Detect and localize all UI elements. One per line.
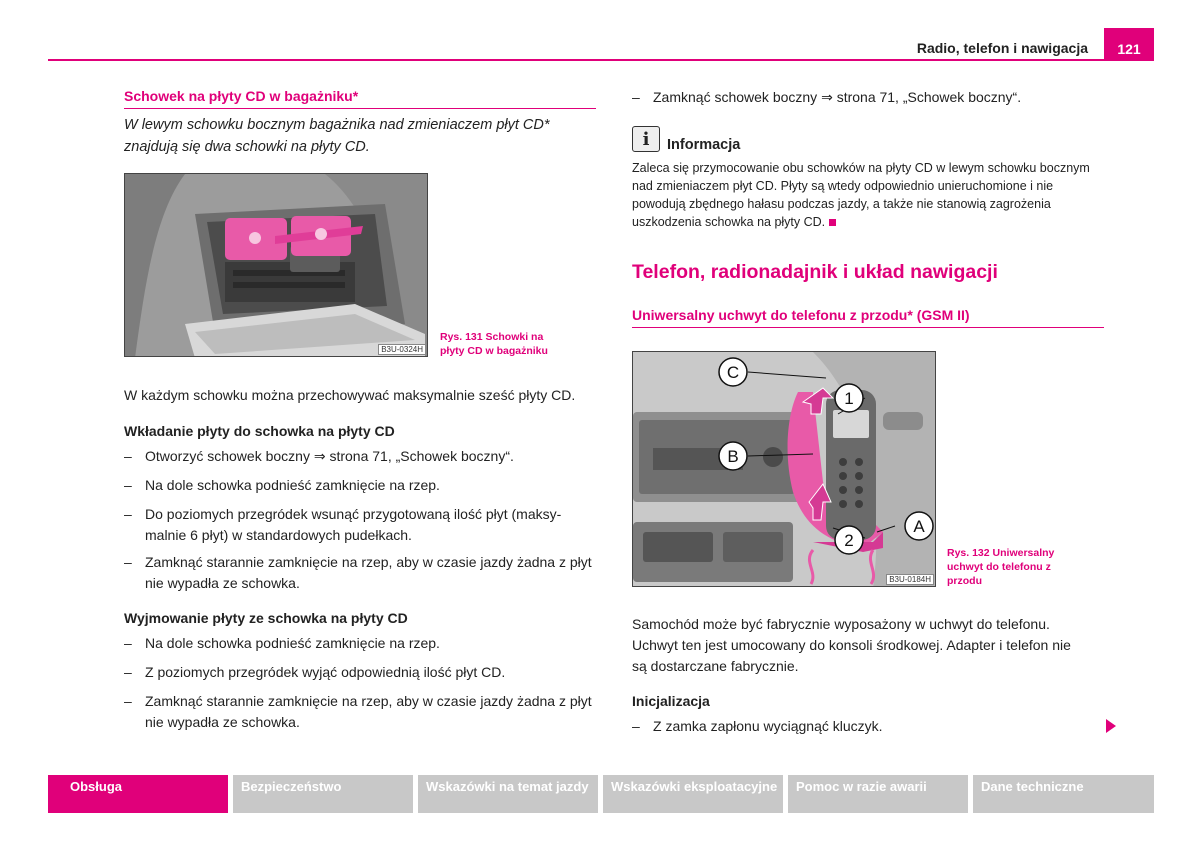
section-title-phone-holder: Uniwersalny uchwyt do telefonu z przodu* (GSM II) (632, 307, 970, 323)
running-header: Radio, telefon i nawigacja (916, 40, 1088, 56)
figure-caption-line: Rys. 132 Uniwersalny (947, 547, 1055, 559)
figure-caption-line: Rys. 131 Schowki na (440, 331, 544, 343)
remove-step (124, 662, 505, 683)
phone-holder-description (632, 614, 1107, 677)
callout-label-a: A (913, 517, 925, 536)
step-text: Z zamka zapłonu wyciągnąć kluczyk. (653, 718, 883, 734)
figure-cd-storage-illustration (124, 173, 428, 357)
info-icon: i (632, 126, 660, 152)
insert-step (124, 504, 561, 546)
section-rule (124, 108, 596, 109)
insert-step (124, 552, 592, 594)
step-text: Z poziomych przegródek wyjąć odpowiednią ilość płyt CD. (145, 664, 506, 680)
figure-caption (440, 330, 548, 358)
chapter-title: Telefon, radionadajnik i układ nawigacji (632, 261, 998, 283)
step-text: malnie 6 płyt) w standardowych pudełkach. (145, 527, 412, 543)
tab-obsluga[interactable]: Obsługa (48, 775, 228, 813)
step-text: Na dole schowka podnieść zamknięcie na rzep. (145, 635, 440, 651)
info-line: Zaleca się przymocowanie obu schowków na płyty CD w lewym schowku bocznym (632, 161, 1090, 175)
step-text: nie wypadła ze schowka. (145, 714, 300, 730)
next-page-arrow-icon[interactable] (1106, 719, 1116, 733)
section-title-cd-storage: Schowek na płyty CD w bagażniku* (124, 88, 359, 104)
init-heading: Inicjalizacja (632, 693, 710, 709)
figure-caption-line: płyty CD w bagażniku (440, 345, 548, 357)
remove-heading: Wyjmowanie płyty ze schowka na płyty CD (124, 610, 408, 626)
info-text (632, 159, 1112, 231)
step-text: Zamknąć starannie zamknięcie na rzep, aby w czasie jazdy żadna z płyt (145, 693, 592, 709)
step-text: nie wypadła ze schowka. (145, 575, 300, 591)
step-text: Otworzyć schowek boczny ⇒ strona 71, „Schowek boczny“. (145, 448, 514, 464)
tab-pomoc-awarii[interactable]: Pomoc w razie awarii (788, 775, 968, 813)
init-step (632, 716, 883, 737)
tab-dane-techniczne[interactable]: Dane techniczne (973, 775, 1154, 813)
info-line-text: uszkodzenia schowka na płyty CD. (632, 215, 826, 229)
figure-caption-line: uchwyt do telefonu z (947, 561, 1051, 573)
phone-holder-illustration (633, 352, 936, 587)
figure-code: B3U-0324H (378, 344, 426, 355)
close-step (632, 87, 1021, 108)
remove-step (124, 691, 592, 733)
bullet-dash: – (124, 506, 132, 522)
figure-phone-holder-illustration (632, 351, 936, 587)
description-line: Uchwyt ten jest umocowany do konsoli środkowej. Adapter i telefon nie (632, 637, 1071, 653)
bullet-dash: – (124, 477, 132, 493)
step-text: Zamknąć schowek boczny ⇒ strona 71, „Schowek boczny“. (653, 89, 1022, 105)
bullet-dash: – (124, 448, 132, 464)
section-rule (632, 327, 1104, 328)
header-rule (48, 59, 1154, 61)
figure-code: B3U-0184H (886, 574, 934, 585)
intro-text: W lewym schowku bocznym bagażnika nad zmieniaczem płyt CD* znajdują się dwa schowki na płyty CD. (124, 117, 550, 155)
page-number: 121 (1104, 28, 1154, 61)
bullet-dash: – (632, 718, 640, 734)
callout-label-b: B (727, 447, 739, 466)
trunk-compartment-illustration (125, 174, 428, 357)
bullet-dash: – (124, 554, 132, 570)
info-line: nad zmieniaczem płyt CD. Płyty są wtedy odpowiednio unieruchomione i nie (632, 179, 1054, 193)
description-line: Samochód może być fabrycznie wyposażony w uchwyt do telefonu. (632, 616, 1050, 632)
tab-bezpieczenstwo[interactable]: Bezpieczeństwo (233, 775, 413, 813)
insert-step (124, 475, 440, 496)
figure-caption (947, 546, 1054, 588)
insert-step (124, 446, 514, 467)
step-text: Na dole schowka podnieść zamknięcie na rzep. (145, 477, 440, 493)
remove-step (124, 633, 440, 654)
tab-wskazowki-eksploatacyjne[interactable]: Wskazówki eksploatacyjne (603, 775, 783, 813)
callout-label-2: 2 (844, 531, 854, 550)
info-line (632, 213, 1112, 231)
tab-wskazowki-jazdy[interactable]: Wskazówki na temat jazdy (418, 775, 598, 813)
step-text: Zamknąć starannie zamknięcie na rzep, aby w czasie jazdy żadna z płyt (145, 554, 592, 570)
end-mark (829, 219, 836, 226)
bullet-dash: – (124, 635, 132, 651)
callout-label-1: 1 (844, 389, 854, 408)
chapter-nav (48, 775, 1154, 813)
capacity-text: W każdym schowku można przechowywać maksymalnie sześć płyty CD. (124, 387, 576, 403)
bullet-dash: – (124, 664, 132, 680)
insert-heading: Wkładanie płyty do schowka na płyty CD (124, 423, 395, 439)
callout-label-c: C (726, 363, 740, 382)
info-title: Informacja (667, 137, 741, 153)
figure-caption-line: przodu (947, 575, 982, 587)
info-line: powodują zbędnego hałasu podczas jazdy, a także nie stanowią zagrożenia (632, 197, 1051, 211)
step-text: Do poziomych przegródek wsunąć przygotowaną ilość płyt (maksy- (145, 506, 562, 522)
bullet-dash: – (632, 89, 640, 105)
description-line: są dostarczane fabrycznie. (632, 658, 799, 674)
bullet-dash: – (124, 693, 132, 709)
